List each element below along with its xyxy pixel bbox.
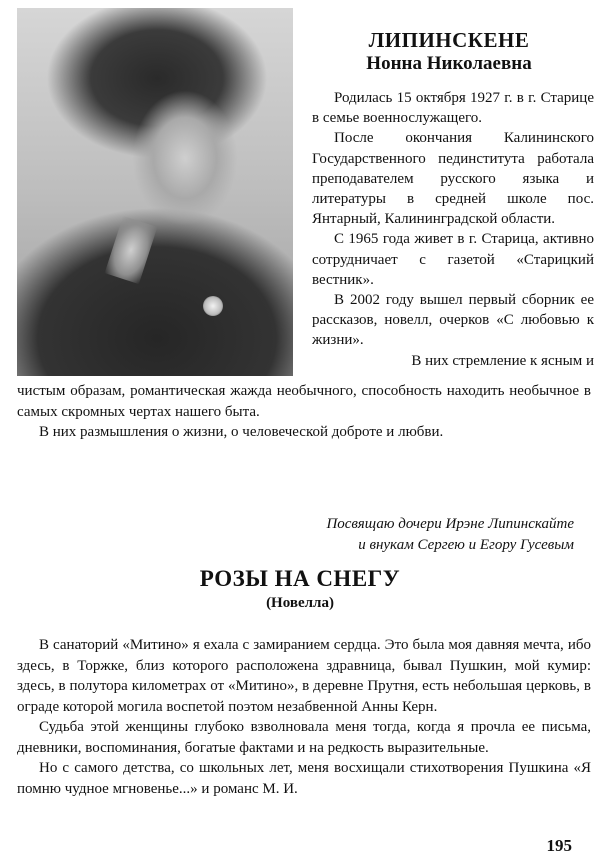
biography-bottom [17, 381, 591, 443]
biography-top [312, 88, 594, 371]
photo-brooch-detail [203, 296, 223, 316]
photo-collar-detail [105, 216, 158, 284]
author-given-names: Нонна Николаевна [366, 53, 532, 74]
story-paragraph: В санаторий «Митино» я ехала с замиранием сердца. Это была моя давняя мечта, ибо здесь, в Торжке, близ которого расположена здравница, бывал Пушкин, мой кумир: здесь, в полутора километрах от «Митино», в деревне Прутня, есть небольшая церковь, в ограде которой могила воспетой поэтом незабвенной Анны Керн. [17, 637, 591, 715]
page-number: 195 [546, 836, 572, 855]
story-paragraph: Судьба этой женщины глубоко взволновала меня тогда, когда я прочла ее письма, дневники, воспоминания, богатые фактами и на редкость выразительные. [17, 719, 591, 756]
author-surname: ЛИПИНСКЕНЕ [368, 28, 530, 52]
dedication-line: Посвящаю дочери Ирэне Липинскайте [326, 516, 574, 532]
story-title: РОЗЫ НА СНЕГУ [199, 566, 401, 591]
dedication-line: и внукам Сергею и Егору Гусевым [358, 537, 574, 553]
bio-paragraph: С 1965 года живет в г. Старица, активно сотрудничает с газетой «Старицкий вестник». [312, 231, 594, 288]
bio-paragraph: В них размышления о жизни, о человеческой доброте и любви. [39, 424, 444, 440]
story-body [17, 635, 591, 799]
bio-paragraph: В 2002 году вышел первый сборник ее рассказов, новелл, очерков «С любовью к жизни». [312, 292, 594, 349]
bio-paragraph: Родилась 15 октября 1927 г. в г. Старице в семье военнослужащего. [312, 90, 594, 127]
bio-paragraph-continuation: чистым образам, романтическая жажда необычного, способность находить необычное в самых скромных чертах нашего быта. [17, 383, 591, 420]
dedication [150, 514, 574, 556]
author-portrait-photo [17, 8, 293, 376]
story-subtitle: (Новелла) [266, 595, 334, 611]
bio-paragraph: После окончания Калининского Государственного пединститута работала преподавателем русского языка и литературы в средней школе пос. Янтарный, Калининградской области. [312, 130, 594, 228]
bio-paragraph: В них стремление к ясным и [411, 352, 594, 369]
story-paragraph: Но с самого детства, со школьных лет, меня восхищали стихотворения Пушкина «Я помню чудное мгновенье...» и романс М. И. [17, 760, 591, 797]
